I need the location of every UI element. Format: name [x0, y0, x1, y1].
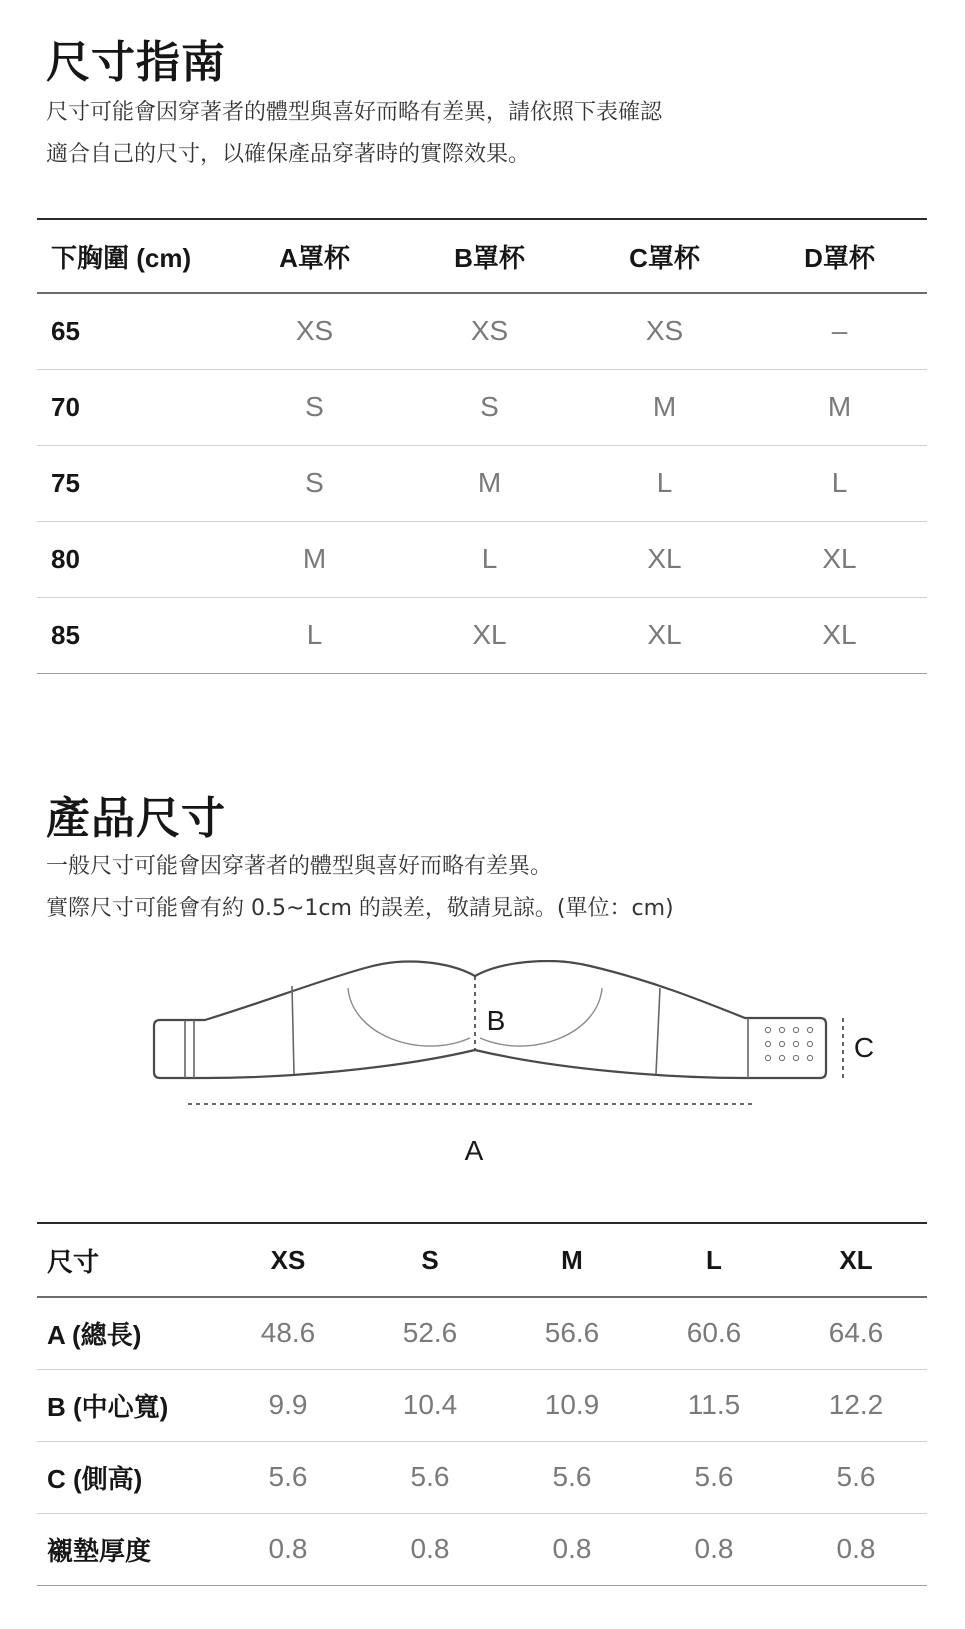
product-size-table: [37, 1222, 927, 1586]
header-size: 尺寸: [47, 1246, 100, 1277]
header-xl: XL: [839, 1244, 873, 1275]
table-row: [37, 369, 927, 445]
label-c: C: [853, 1032, 875, 1063]
table-row: [37, 1513, 927, 1585]
measurement-lines: [188, 976, 843, 1104]
measure-cell: 5.6: [410, 1461, 450, 1492]
table-row: [37, 1369, 927, 1441]
measure-cell: 56.6: [544, 1317, 600, 1349]
size-cell: XL: [472, 619, 507, 650]
underbust-value: 75: [51, 467, 80, 498]
product-size-title: 產品尺寸: [46, 793, 226, 844]
measure-cell: 10.4: [402, 1389, 458, 1420]
table-row: [37, 293, 927, 369]
header-xs: XS: [270, 1244, 306, 1275]
measure-cell: 0.8: [552, 1533, 592, 1564]
underbust-value: 80: [51, 543, 80, 574]
size-guide-desc-line-2: 適合自己的尺寸，以確保產品穿著時的實際效果。: [46, 142, 531, 167]
measure-cell: 5.6: [552, 1461, 592, 1492]
size-cell: L: [481, 543, 498, 574]
size-cell: S: [305, 467, 324, 498]
row-label: B (中心寬): [47, 1391, 169, 1422]
product-size-desc-line-1: 一般尺寸可能會因穿著者的體型與喜好而略有差異。: [46, 854, 553, 879]
measure-cell: 9.9: [268, 1389, 308, 1420]
size-cell: L: [831, 467, 848, 498]
size-cell: S: [305, 391, 324, 422]
measure-cell: 5.6: [694, 1461, 734, 1492]
measure-cell: 12.2: [828, 1389, 884, 1420]
row-label: A (總長): [47, 1319, 142, 1350]
measure-cell: 5.6: [836, 1461, 876, 1492]
size-cell: XS: [295, 315, 334, 347]
measure-cell: 5.6: [268, 1461, 308, 1492]
header-l: L: [706, 1244, 722, 1275]
size-guide-description: [46, 92, 662, 176]
measure-cell: 0.8: [694, 1533, 734, 1564]
row-label: 襯墊厚度: [47, 1535, 152, 1566]
size-cell: –: [831, 315, 848, 347]
size-cell: M: [302, 543, 327, 574]
table-row: [37, 597, 927, 673]
table-header-row: [37, 219, 927, 293]
size-guide-title: 尺寸指南: [46, 37, 226, 88]
measure-cell: 11.5: [687, 1389, 741, 1420]
table-row: [37, 1297, 927, 1369]
table-row: [37, 445, 927, 521]
size-cell: M: [652, 391, 677, 422]
measure-cell: 10.9: [544, 1389, 600, 1420]
size-cell: XL: [647, 619, 682, 650]
header-underbust: 下胸圍 (cm): [51, 242, 192, 273]
underbust-value: 70: [51, 391, 80, 422]
measure-cell: 48.6: [260, 1317, 316, 1349]
header-cup-c: C罩杯: [629, 242, 700, 273]
header-cup-d: D罩杯: [804, 242, 875, 273]
measure-cell: 52.6: [402, 1317, 458, 1349]
header-s: S: [421, 1244, 439, 1275]
size-cell: XL: [822, 543, 857, 574]
product-size-desc-line-2: 實際尺寸可能會有約 0.5~1cm 的誤差，敬請見諒。(單位：cm): [46, 896, 674, 921]
measure-cell: 64.6: [828, 1317, 884, 1349]
size-cell: L: [656, 467, 673, 498]
header-m: M: [561, 1244, 583, 1275]
product-size-description: [46, 846, 674, 930]
size-cell: L: [306, 619, 323, 650]
size-cell: M: [827, 391, 852, 422]
table-header-row: [37, 1223, 927, 1297]
underbust-value: 65: [51, 315, 80, 346]
size-cell: S: [480, 391, 499, 422]
table-row: [37, 1441, 927, 1513]
label-a: A: [464, 1135, 484, 1166]
underbust-value: 85: [51, 619, 80, 650]
measure-cell: 0.8: [410, 1533, 450, 1564]
measure-cell: 60.6: [686, 1317, 742, 1349]
size-cell: XS: [470, 315, 509, 347]
product-diagram: [0, 960, 965, 1200]
table-row: [37, 521, 927, 597]
size-cell: XL: [822, 619, 857, 650]
measure-cell: 0.8: [836, 1533, 876, 1564]
header-cup-b: B罩杯: [454, 242, 525, 273]
measure-cell: 0.8: [268, 1533, 308, 1564]
size-cell: M: [477, 467, 502, 498]
hook-eye-dots: [765, 1027, 812, 1060]
row-label: C (側高): [47, 1463, 143, 1494]
size-guide-table: [37, 218, 927, 674]
size-guide-desc-line-1: 尺寸可能會因穿著者的體型與喜好而略有差異，請依照下表確認: [46, 100, 663, 125]
header-cup-a: A罩杯: [279, 242, 350, 273]
size-cell: XS: [645, 315, 684, 347]
size-cell: XL: [647, 543, 682, 574]
label-b: B: [486, 1005, 506, 1036]
